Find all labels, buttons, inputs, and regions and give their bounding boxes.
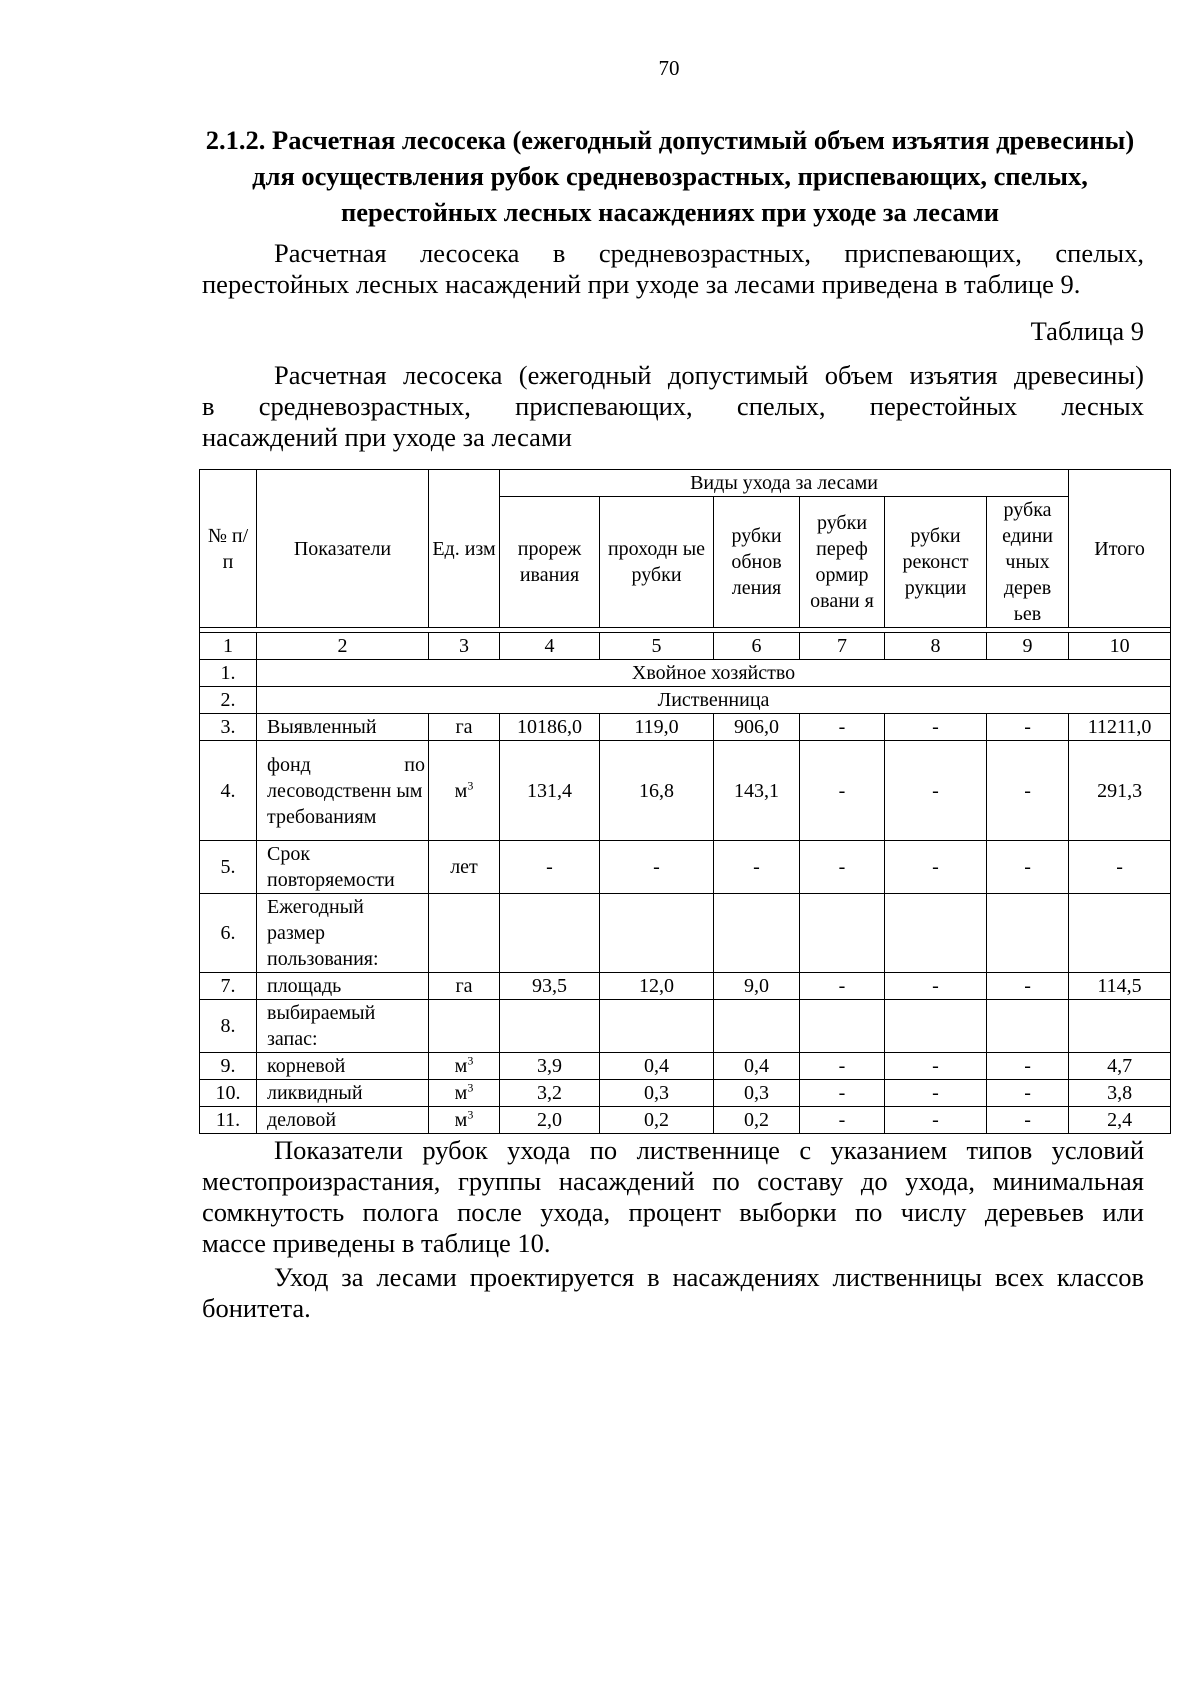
- header-thinning: прореж ивания: [500, 497, 600, 628]
- section-row-coniferous: [200, 660, 1171, 687]
- row-value: 0,2: [714, 1107, 800, 1134]
- table-caption: [202, 360, 1144, 453]
- row-value: 0,3: [600, 1080, 714, 1107]
- row-num: 8.: [200, 1000, 257, 1053]
- row-value: -: [987, 714, 1069, 741]
- row-unit: га: [429, 714, 500, 741]
- row-value: 3,9: [500, 1053, 600, 1080]
- row-value: -: [800, 1080, 885, 1107]
- col-number: 9: [987, 633, 1069, 660]
- row-value: -: [885, 1107, 987, 1134]
- label-part: лесоводственн ым требованиям: [267, 779, 423, 828]
- table-row: [200, 1053, 1171, 1080]
- row-unit: $м^3$: [429, 741, 500, 841]
- row-value: 12,0: [600, 973, 714, 1000]
- row-value: 0,2: [600, 1107, 714, 1134]
- table-label: Таблица 9: [1030, 316, 1144, 346]
- row-value: 119,0: [600, 714, 714, 741]
- row-unit: $м^3$: [429, 1053, 500, 1080]
- row-label: выбираемый запас:: [257, 1000, 429, 1053]
- row-label: деловой: [257, 1107, 429, 1134]
- row-value: -: [885, 1080, 987, 1107]
- header-care-types: Виды ухода за лесами: [500, 470, 1069, 497]
- row-label: Выявленный: [257, 714, 429, 741]
- row-num: 9.: [200, 1053, 257, 1080]
- header-total: Итого: [1069, 470, 1171, 628]
- row-num: 1.: [200, 660, 257, 687]
- row-value: 0,4: [600, 1053, 714, 1080]
- outro-line-4: массе приведены в таблице 10.: [202, 1228, 551, 1258]
- row-value: 0,3: [714, 1080, 800, 1107]
- row-label: корневой: [257, 1053, 429, 1080]
- col-number: 4: [500, 633, 600, 660]
- row-value: 291,3: [1069, 741, 1171, 841]
- row-num: 3.: [200, 714, 257, 741]
- table-row: [200, 1000, 1171, 1053]
- row-value: 131,4: [500, 741, 600, 841]
- row-value: -: [800, 1107, 885, 1134]
- table-row: [200, 973, 1171, 1000]
- closing-paragraph: [202, 1262, 1144, 1324]
- caption-line-3: насаждений при уходе за лесами: [202, 422, 572, 452]
- header-row-1: [200, 470, 1171, 497]
- label-part: фонд: [267, 753, 311, 776]
- row-label: ликвидный: [257, 1080, 429, 1107]
- outro-line-2: местопроизрастания, группы насаждений по составу до ухода, минимальная: [202, 1166, 1144, 1196]
- row-value: -: [987, 841, 1069, 894]
- row-value: -: [987, 741, 1069, 841]
- row-value: -: [885, 973, 987, 1000]
- col-number: 3: [429, 633, 500, 660]
- row-num: 6.: [200, 894, 257, 973]
- row-value: -: [987, 1080, 1069, 1107]
- row-value: 10186,0: [500, 714, 600, 741]
- table-row: [200, 1107, 1171, 1134]
- row-label: [257, 741, 429, 841]
- row-value: -: [800, 973, 885, 1000]
- header-reformation-cutting: рубки переф ормир овани я: [800, 497, 885, 628]
- row-value: 93,5: [500, 973, 600, 1000]
- header-num: № п/п: [200, 470, 257, 628]
- row-value: 114,5: [1069, 973, 1171, 1000]
- intro-paragraph: [202, 238, 1144, 300]
- outro-paragraph: [202, 1135, 1144, 1259]
- row-value: -: [885, 741, 987, 841]
- col-number: 5: [600, 633, 714, 660]
- row-value: 143,1: [714, 741, 800, 841]
- intro-line-1: Расчетная лесосека в средневозрастных, приспевающих, спелых,: [274, 238, 1144, 268]
- row-label: Срок повторяемости: [257, 841, 429, 894]
- row-value: 4,7: [1069, 1053, 1171, 1080]
- row-value: -: [987, 973, 1069, 1000]
- row-value: 2,4: [1069, 1107, 1171, 1134]
- row-value: -: [800, 1053, 885, 1080]
- harvest-table: [199, 469, 1171, 1134]
- col-number: 7: [800, 633, 885, 660]
- page-number: 70: [658, 56, 680, 80]
- row-value: -: [500, 841, 600, 894]
- row-label: Ежегодный размер пользования:: [257, 894, 429, 973]
- row-unit: $м^3$: [429, 1080, 500, 1107]
- row-value: -: [885, 714, 987, 741]
- table-row: [200, 841, 1171, 894]
- outro-line-1: Показатели рубок ухода по лиственнице с указанием типов условий: [274, 1135, 1144, 1165]
- row-value: 906,0: [714, 714, 800, 741]
- caption-line-1: Расчетная лесосека (ежегодный допустимый объем изъятия древесины): [274, 360, 1144, 390]
- header-unit: Ед. изм: [429, 470, 500, 628]
- row-value: -: [800, 741, 885, 841]
- section-label: Лиственница: [257, 687, 1171, 714]
- row-num: 5.: [200, 841, 257, 894]
- row-unit: $м^3$: [429, 1107, 500, 1134]
- row-value: -: [885, 1053, 987, 1080]
- label-part: по: [404, 753, 425, 776]
- row-value: -: [1069, 841, 1171, 894]
- row-value: 2,0: [500, 1107, 600, 1134]
- row-value: -: [987, 1107, 1069, 1134]
- col-number: 8: [885, 633, 987, 660]
- section-heading: 2.1.2. Расчетная лесосека (ежегодный допустимый объем изъятия древесины) для осуществления рубок средневозрастных, приспевающих, спелых, перестойных лесных насаждениях при уходе за лесами: [205, 125, 1135, 227]
- row-value: 16,8: [600, 741, 714, 841]
- closing-line-2: бонитета.: [202, 1293, 311, 1323]
- header-single-tree-cutting: рубка едини чных дерев ьев: [987, 497, 1069, 628]
- row-value: 0,4: [714, 1053, 800, 1080]
- header-indicator: Показатели: [257, 470, 429, 628]
- table-row: [200, 1080, 1171, 1107]
- table-row: [200, 894, 1171, 973]
- outro-line-3: сомкнутость полога после ухода, процент выборки по числу деревьев или: [202, 1197, 1144, 1227]
- col-number: 1: [200, 633, 257, 660]
- row-value: 11211,0: [1069, 714, 1171, 741]
- row-unit: лет: [429, 841, 500, 894]
- row-value: -: [987, 1053, 1069, 1080]
- header-passage-cutting: проходн ые рубки: [600, 497, 714, 628]
- row-num: 4.: [200, 741, 257, 841]
- row-value: 3,2: [500, 1080, 600, 1107]
- header-renewal-cutting: рубки обнов ления: [714, 497, 800, 628]
- row-label: площадь: [257, 973, 429, 1000]
- row-num: 11.: [200, 1107, 257, 1134]
- intro-line-2: перестойных лесных насаждений при уходе за лесами приведена в таблице 9.: [202, 269, 1081, 299]
- row-value: -: [800, 841, 885, 894]
- col-number: 10: [1069, 633, 1171, 660]
- caption-line-2: в средневозрастных, приспевающих, спелых, перестойных лесных: [202, 391, 1144, 421]
- row-num: 7.: [200, 973, 257, 1000]
- closing-line-1: Уход за лесами проектируется в насаждениях лиственницы всех классов: [274, 1262, 1144, 1292]
- row-num: 2.: [200, 687, 257, 714]
- row-unit: га: [429, 973, 500, 1000]
- row-num: 10.: [200, 1080, 257, 1107]
- row-value: -: [600, 841, 714, 894]
- row-value: -: [800, 714, 885, 741]
- header-reconstruction-cutting: рубки реконст рукции: [885, 497, 987, 628]
- row-value: 3,8: [1069, 1080, 1171, 1107]
- column-number-row: [200, 633, 1171, 660]
- col-number: 2: [257, 633, 429, 660]
- section-row-larch: [200, 687, 1171, 714]
- col-number: 6: [714, 633, 800, 660]
- row-value: -: [885, 841, 987, 894]
- table-row: [200, 714, 1171, 741]
- row-value: -: [714, 841, 800, 894]
- table-row: [200, 741, 1171, 841]
- row-value: 9,0: [714, 973, 800, 1000]
- section-label: Хвойное хозяйство: [257, 660, 1171, 687]
